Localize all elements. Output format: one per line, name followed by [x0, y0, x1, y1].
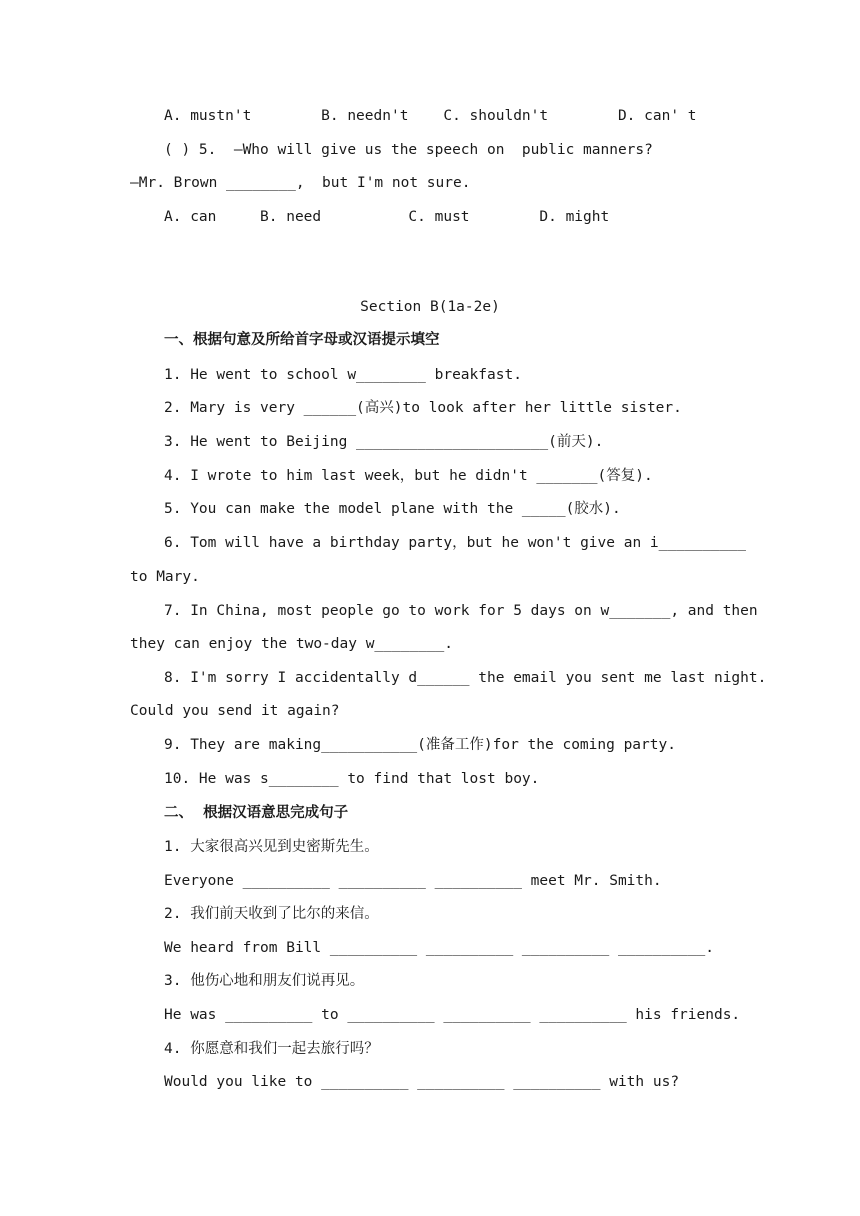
q4-options: A. mustn't B. needn't C. shouldn't D. can' t — [164, 108, 697, 124]
section-title: Section B(1a-2e) — [360, 299, 500, 315]
q5-stem: ( ) 5. —Who will give us the speech on public manners? — [164, 142, 653, 158]
part1-item: 1. He went to school w________ breakfast. — [164, 367, 522, 383]
part1-item: 8. I'm sorry I accidentally d______ the email you sent me last night. — [164, 670, 767, 686]
q5-options: A. can B. need C. must D. might — [164, 209, 610, 225]
part1-item: 5. You can make the model plane with the _____(胶水). — [164, 501, 621, 517]
part2-prompt: 4. 你愿意和我们一起去旅行吗？ — [164, 1041, 379, 1057]
part1-item: 10. He was s________ to find that lost boy. — [164, 771, 540, 787]
part1-item: 9. They are making___________(准备工作)for the coming party. — [164, 737, 676, 753]
part2-prompt: 3. 他伤心地和朋友们说再见。 — [164, 973, 365, 989]
part2-answer-line: Would you like to __________ __________ __________ with us? — [164, 1074, 680, 1090]
part2-prompt: 2. 我们前天收到了比尔的来信。 — [164, 906, 379, 922]
part2-heading: 二、 根据汉语意思完成句子 — [164, 805, 349, 821]
part1-item-continuation: they can enjoy the two-day w________. — [130, 636, 454, 652]
part2-answer-line: Everyone __________ __________ __________ meet Mr. Smith. — [164, 873, 662, 889]
part1-item: 2. Mary is very ______(高兴)to look after her little sister. — [164, 400, 682, 416]
part2-answer-line: We heard from Bill __________ __________ __________ __________. — [164, 940, 714, 956]
part2-prompt: 1. 大家很高兴见到史密斯先生。 — [164, 839, 379, 855]
part1-item-continuation: to Mary. — [130, 569, 200, 585]
part1-item: 7. In China, most people go to work for 5 days on w_______, and then — [164, 603, 758, 619]
part1-item: 4. I wrote to him last week，but he didn't _______(答复). — [164, 468, 653, 484]
part2-answer-line: He was __________ to __________ __________ __________ his friends. — [164, 1007, 741, 1023]
part1-item-continuation: Could you send it again? — [130, 703, 340, 719]
q5-answer-line: —Mr. Brown ________, but I'm not sure. — [130, 175, 471, 191]
part1-item: 3. He went to Beijing ______________________(前天). — [164, 434, 604, 450]
part1-item: 6. Tom will have a birthday party，but he won't give an i__________ — [164, 535, 746, 551]
part1-heading: 一、根据句意及所给首字母或汉语提示填空 — [164, 332, 440, 348]
